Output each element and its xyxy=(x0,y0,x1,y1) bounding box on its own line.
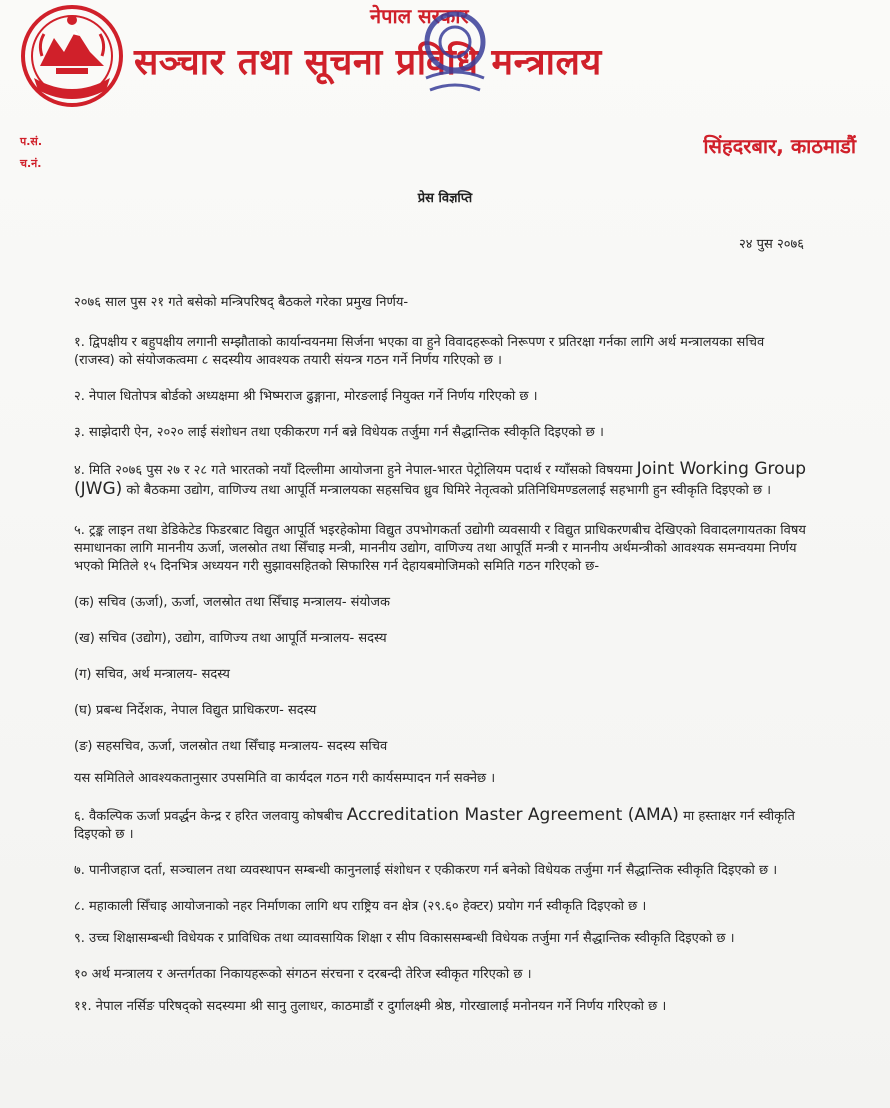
decision-4 xyxy=(74,460,808,500)
office-address: सिंहदरबार, काठमाडौं xyxy=(703,134,856,158)
committee-member-4: (घ) प्रबन्ध निर्देशक, नेपाल विद्युत प्राधिकरण- सदस्य xyxy=(74,703,317,718)
decision-2: २. नेपाल धितोपत्र बोर्डको अध्यक्षमा श्री भिष्मराज ढुङ्गाना, मोरङलाई नियुक्त गर्ने निर्णय गरिएको छ । xyxy=(74,389,538,404)
release-date: २४ पुस २०७६ xyxy=(739,237,804,252)
decision-6-text-b: मा हस्ताक्षर गर्न स्वीकृति दिइएको छ । xyxy=(74,809,795,842)
decision-10: १० अर्थ मन्त्रालय र अन्तर्गतका निकायहरूको संगठन संरचना र दरबन्दी तेरिज स्वीकृत गरिएको छ । xyxy=(74,967,532,982)
decision-6 xyxy=(74,806,808,844)
reference-number-label: प.सं. xyxy=(20,135,43,148)
press-release-body xyxy=(74,294,808,1016)
decision-8: ८. महाकाली सिँचाइ आयोजनाको नहर निर्माणका लागि थप राष्ट्रिय वन क्षेत्र (२९.६० हेक्टर) प्रयोग गर्न स्वीकृति दिइएको छ । xyxy=(74,899,647,914)
decision-11: ११. नेपाल नर्सिङ परिषद्को सदस्यमा श्री सानु तुलाधर, काठमाडौं र दुर्गालक्ष्मी श्रेष्ठ, गोरखालाई मनोनयन गर्ने निर्णय गरिएको छ । xyxy=(74,999,667,1014)
government-name: नेपाल सरकार xyxy=(370,4,469,28)
decision-6-text-a: ६. वैकल्पिक ऊर्जा प्रवर्द्धन केन्द्र र हरित जलवायु कोषबीच xyxy=(74,809,343,824)
intro-text: २०७६ साल पुस २१ गते बसेको मन्त्रिपरिषद् बैठकले गरेका प्रमुख निर्णय- xyxy=(74,295,409,310)
decision-6-latin: Accreditation Master Agreement (AMA) xyxy=(346,805,679,825)
committee-member-1: (क) सचिव (ऊर्जा), ऊर्जा, जलस्रोत तथा सिँचाइ मन्त्रालय- संयोजक xyxy=(74,595,390,610)
decision-4-text-b: को बैठकमा उद्योग, वाणिज्य तथा आपूर्ति मन्त्रालयका सहसचिव ध्रुव घिमिरे नेतृत्वको प्रतिनिधिमण्डललाई सहभागी हुन स्वीकृति दिइएको छ । xyxy=(126,483,772,498)
decision-4-latin: Joint Working Group (JWG) xyxy=(74,459,807,499)
dispatch-number-label: च.नं. xyxy=(20,157,42,170)
decision-1: १. द्विपक्षीय र बहुपक्षीय लगानी सम्झौताको कार्यान्वयनमा सिर्जना भएका वा हुने विवादहरूको निरूपण र प्रतिरक्षा गर्नका लागि अर्थ मन्त्रालयका सचिव (राजस्व) को संयोजकत्वमा ८ सदस्यीय आवश्यक तयारी संयन्त्र गठन गर्ने निर्णय गरिएको छ । xyxy=(74,335,765,368)
official-stamp-icon xyxy=(418,8,492,100)
decision-9: ९. उच्च शिक्षासम्बन्धी विधेयक र प्राविधिक तथा व्यावसायिक शिक्षा र सीप विकाससम्बन्धी विधेयक तर्जुमा गर्न सैद्धान्तिक स्वीकृति दिइएको छ । xyxy=(74,931,735,946)
decision-4-text-a: ४. मिति २०७६ पुस २७ र २८ गते भारतको नयाँ दिल्लीमा आयोजना हुने नेपाल-भारत पेट्रोलियम पदार्थ र ग्याँसको विषयमा xyxy=(74,463,633,478)
nepal-emblem-icon xyxy=(20,4,124,108)
decision-3: ३. साझेदारी ऐन, २०२० लाई संशोधन तथा एकीकरण गर्न बन्ने विधेयक तर्जुमा गर्न सैद्धान्तिक स्वीकृति दिइएको छ । xyxy=(74,425,604,440)
decision-7: ७. पानीजहाज दर्ता, सञ्चालन तथा व्यवस्थापन सम्बन्धी कानुनलाई संशोधन र एकीकरण गर्न बनेको विधेयक तर्जुमा गर्न सैद्धान्तिक स्वीकृति दिइएको छ । xyxy=(74,863,778,878)
subcommittee-note: यस समितिले आवश्यकतानुसार उपसमिति वा कार्यदल गठन गरी कार्यसम्पादन गर्न सक्नेछ । xyxy=(74,771,496,786)
press-release-title: प्रेस विज्ञप्ति xyxy=(417,191,473,206)
ministry-name: सञ्चार तथा सूचना प्रविधि मन्त्रालय xyxy=(134,42,602,83)
committee-member-2: (ख) सचिव (उद्योग), उद्योग, वाणिज्य तथा आपूर्ति मन्त्रालय- सदस्य xyxy=(74,631,387,646)
committee-member-5: (ङ) सहसचिव, ऊर्जा, जलस्रोत तथा सिँचाइ मन्त्रालय- सदस्य सचिव xyxy=(74,739,388,754)
decision-5: ५. ट्रङ्क लाइन तथा डेडिकेटेड फिडरबाट विद्युत आपूर्ति भइरहेकोमा विद्युत उपभोगकर्ता उद्योगी व्यवसायी र विद्युत प्राधिकरणबीच देखिएको विवादलगायतका विषय समाधानका लागि माननीय ऊर्जा, जलस्रोत तथा सिँचाइ मन्त्री, माननीय उद्योग, वाणिज्य तथा आपूर्ति मन्त्री र माननीय अर्थमन्त्रीको आवश्यक समन्वयमा निर्णय भएको मितिले १५ दिनभित्र अध्ययन गरी सुझावसहितको सिफारिस गर्न देहायबमोजिमको समिति गठन गरिएको छ- xyxy=(74,523,806,574)
committee-member-3: (ग) सचिव, अर्थ मन्त्रालय- सदस्य xyxy=(74,667,230,682)
